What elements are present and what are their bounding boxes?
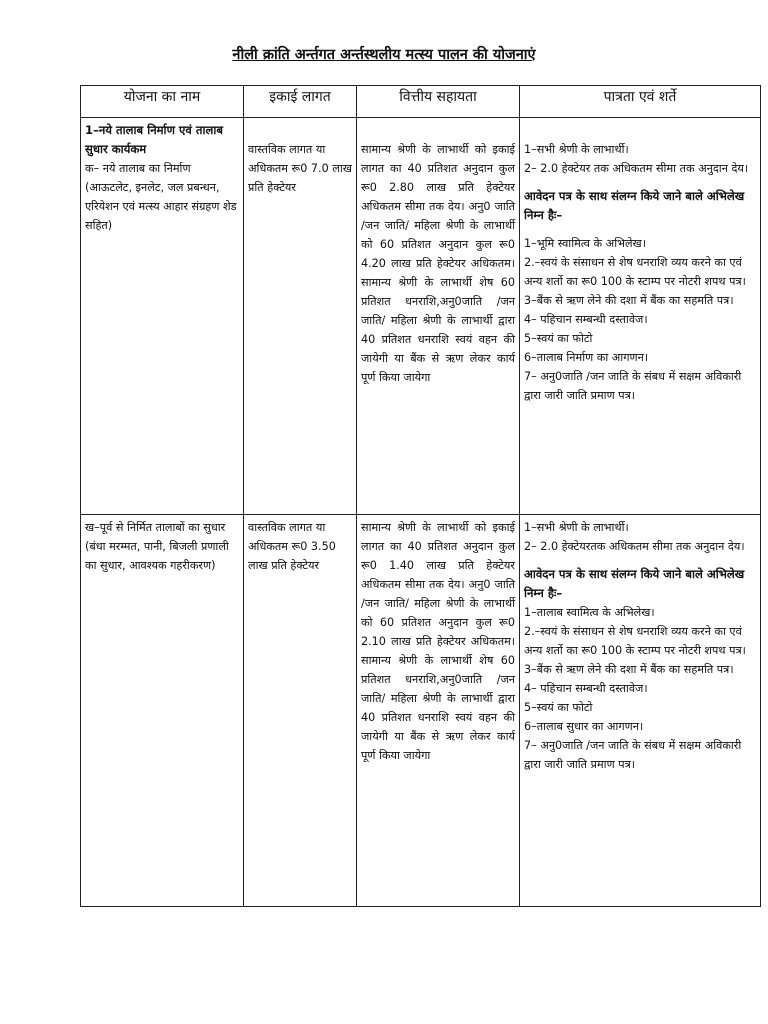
document-item: 1–तालाब स्वामित्व के अभिलेख।	[524, 606, 655, 619]
unit-cost-cell	[244, 118, 357, 515]
eligibility-item: 2– 2.0 हेक्टेयर तक अधिकतम सीमा तक अनुदान देय।	[524, 162, 749, 175]
eligibility-item: 2– 2.0 हेक्टेयरतक अधिकतम सीमा तक अनुदान देय।	[524, 540, 745, 553]
unit-cost-text: वास्तविक लागत या अधिकतम रू0 7.0 लाख प्रति हेक्टेयर	[248, 143, 352, 194]
page-title: नीली क्रांति अर्न्तगत अर्न्तस्थलीय मत्स्य पालन की योजनाएं	[232, 47, 536, 63]
header-scheme-name: योजना का नाम	[81, 86, 244, 118]
scheme-name-cell	[81, 118, 244, 515]
documents-heading: आवेदन पत्र के साथ संलग्न किये जाने बाले अभिलेख निम्न हैः–	[524, 567, 745, 600]
eligibility-item: 1–सभी श्रेणी के लाभार्थी।	[524, 521, 629, 534]
eligibility-item: 1–सभी श्रेणी के लाभार्थी।	[524, 143, 629, 156]
scheme-description: क– नये तालाब का निर्माण (आऊटलेट, इनलेट, जल प्रबन्धन, एरियेशन एवं मत्स्य आहार संग्रहण शेड सहित)	[85, 162, 237, 232]
unit-cost-cell	[244, 515, 357, 907]
document-item: 7– अनु0जाति /जन जाति के संबध में सक्षम अविकारी द्वारा जारी जाति प्रमाण पत्र।	[524, 739, 742, 771]
unit-cost-text: वास्तविक लागत या अधिकतम रू0 3.50 लाख प्रति हेक्टेयर	[248, 521, 336, 572]
eligibility-cell	[520, 118, 761, 515]
document-item: 4– पहिचान सम्बन्धी दस्तावेज।	[524, 313, 648, 326]
financial-aid-text: सामान्य श्रेणी के लाभार्थी को इकाई लागत का 40 प्रतिशत अनुदान कुल रू0 1.40 लाख प्रति हेक्टेयर अधिकतम सीमा तक देय। अनु0 जाति /जन जाति/ महिला श्रेणी के लाभार्थी को 60 प्रतिशत अनुदान कुल रू0 2.10 लाख प्रति हेक्टेयर अधिकतम। सामान्य श्रेणी के लाभार्थी शेष 60 प्रतिशत धनराशि,अनु0जाति /जन जाति/ महिला श्रेणी के लाभार्थी द्वारा 40 प्रतिशत धनराशि स्वयं वहन की जायेगी या बैंक से ऋण लेकर कार्य पूर्ण किया जायेगा	[361, 521, 515, 762]
table-header-row	[81, 86, 761, 118]
scheme-heading: 1–नये तालाब निर्माण एवं तालाब सुधार कार्यकम	[85, 123, 223, 156]
document-item: 5–स्वयं का फोटो	[524, 332, 593, 345]
document-item: 5–स्वयं का फोटो	[524, 701, 593, 714]
document-item: 6–तालाब सुधार का आगणन।	[524, 720, 644, 733]
document-item: 2.–स्वयं के संसाधन से शेष धनराशि व्यय करने का एवं अन्य शर्तो का रू0 100 के स्टाम्प पर नोटरी शपथ पत्र।	[524, 256, 746, 288]
scheme-description: ख–पूर्व से निर्मित तालाबों का सुधार (बंधा मरम्मत, पानी, बिजली प्रणाली का सुधार, आवश्यक गहरीकरण)	[85, 521, 229, 572]
document-item: 6–तालाब निर्माण का आगणन।	[524, 351, 649, 364]
scheme-name-cell	[81, 515, 244, 907]
document-item: 4– पहिचान सम्बन्धी दस्तावेज।	[524, 682, 648, 695]
document-item: 2.–स्वयं के संसाधन से शेष धनराशि व्यय करने का एवं अन्य शर्तो का रू0 100 के स्टाम्प पर नोटरी शपथ पत्र।	[524, 625, 746, 657]
header-eligibility: पात्रता एवं शर्ते	[520, 86, 761, 118]
financial-aid-cell	[357, 118, 520, 515]
financial-aid-text: सामान्य श्रेणी के लाभार्थी को इकाई लागत का 40 प्रतिशत अनुदान कुल रू0 2.80 लाख प्रति हेक्टेयर अधिकतम सीमा तक देय। अनु0 जाति /जन जाति/ महिला श्रेणी के लाभार्थी को 60 प्रतिशत अनुदान कुल रू0 4.20 लाख प्रति हेक्टेयर अधिकतम। सामान्य श्रेणी के लाभार्थी शेष 60 प्रतिशत धनराशि,अनु0जाति /जन जाति/ महिला श्रेणी के लाभार्थी द्वारा 40 प्रतिशत धनराशि स्वयं वहन की जायेगी या बैंक से ऋण लेकर कार्य पूर्ण किया जायेगा	[361, 143, 515, 384]
header-financial-aid: वित्तीय सहायता	[357, 86, 520, 118]
document-item: 3–बैंक से ऋण लेने की दशा में बैंक का सहमति पत्र।	[524, 294, 734, 307]
document-item: 3–बैंक से ऋण लेने की दशा में बैंक का सहमति पत्र।	[524, 663, 734, 676]
table-row	[81, 118, 761, 515]
header-unit-cost: इकाई लागत	[244, 86, 357, 118]
document-item: 1–भूमि स्वामित्व के अभिलेख।	[524, 237, 646, 250]
scheme-table	[80, 85, 761, 907]
documents-heading: आवेदन पत्र के साथ संलग्न किये जाने बाले अभिलेख निम्न हैः–	[524, 189, 745, 222]
table-row	[81, 515, 761, 907]
document-item: 7– अनु0जाति /जन जाति के संबध में सक्षम अविकारी द्वारा जारी जाति प्रमाण पत्र।	[524, 370, 742, 402]
eligibility-cell	[520, 515, 761, 907]
financial-aid-cell	[357, 515, 520, 907]
